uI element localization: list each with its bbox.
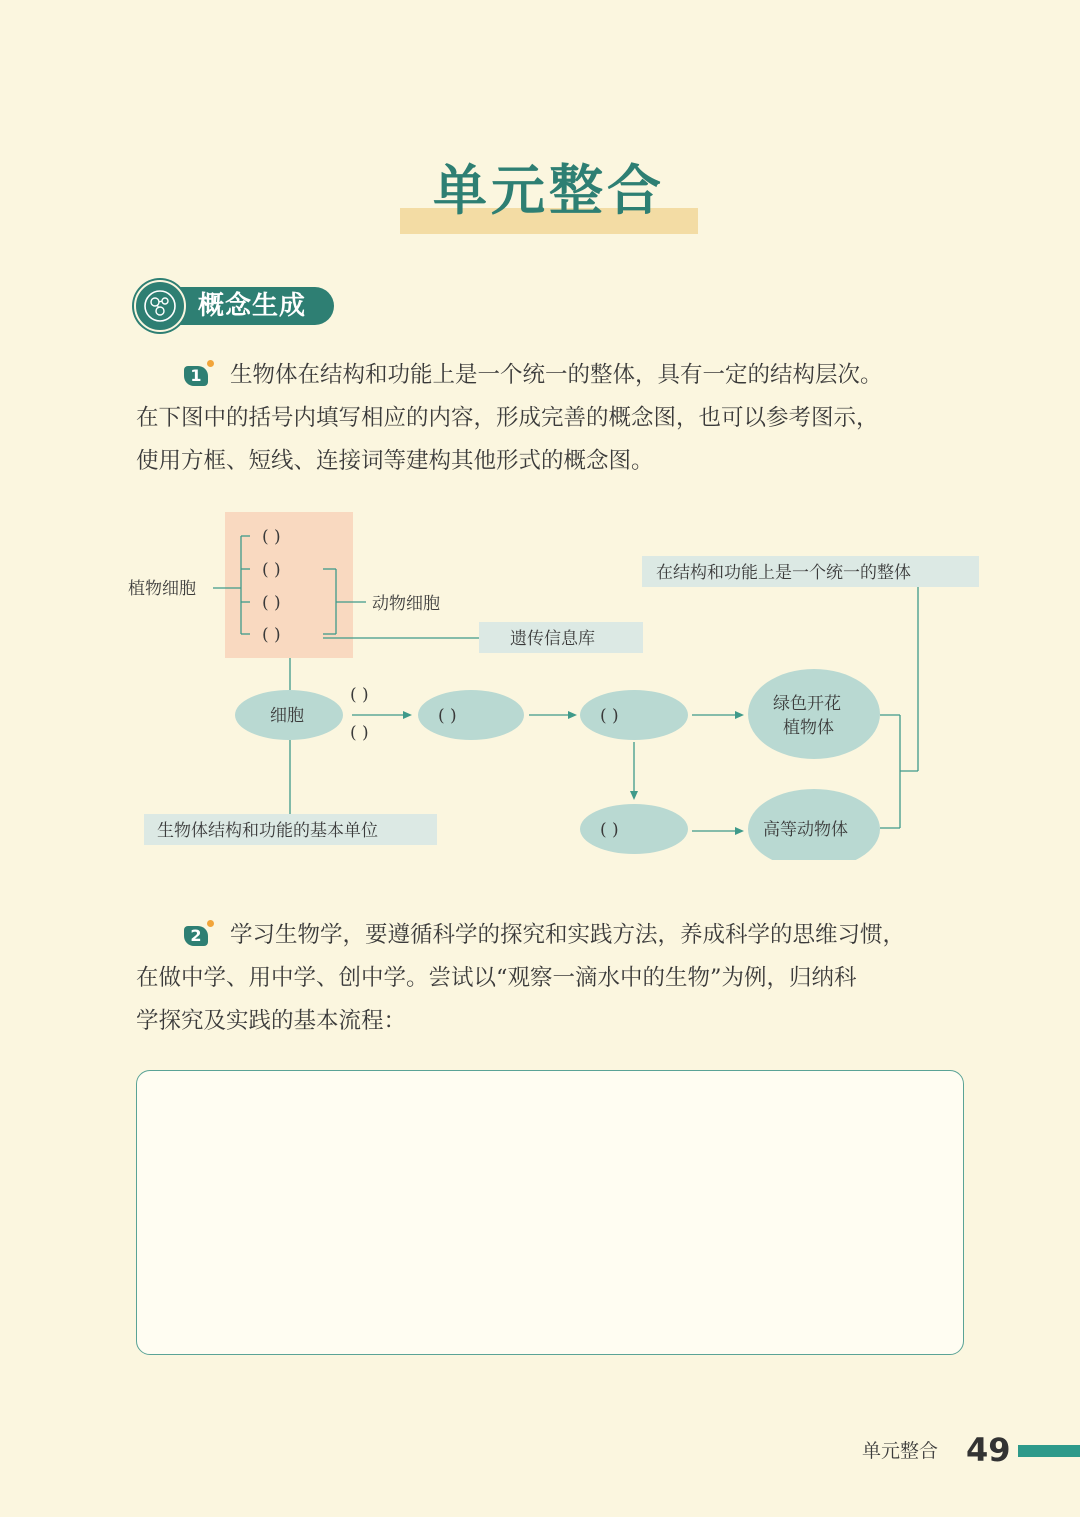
- concept-map: [0, 500, 1080, 860]
- blank[interactable]: ( ): [600, 706, 619, 726]
- page-number: 49: [966, 1431, 1011, 1469]
- blank[interactable]: ( ): [262, 625, 281, 645]
- blank[interactable]: ( ): [438, 706, 457, 726]
- unified-whole-label: 在结构和功能上是一个统一的整体: [656, 563, 911, 583]
- question-number-badge: [184, 926, 208, 946]
- question-line: 使用方框、短线、连接词等建构其他形式的概念图。: [136, 448, 654, 474]
- question-number-badge: [184, 366, 208, 386]
- cell-label: 细胞: [270, 706, 304, 726]
- question-line: 在做中学、用中学、创中学。尝试以“观察一滴水中的生物”为例，归纳科: [136, 965, 857, 991]
- title-block: [400, 150, 698, 236]
- plant-cell-label: 植物细胞: [128, 579, 196, 599]
- blank[interactable]: ( ): [262, 527, 281, 547]
- flowering-plant-node: [748, 669, 880, 759]
- section-label: 概念生成: [198, 291, 307, 321]
- question-line: 学探究及实践的基本流程：: [136, 1008, 407, 1034]
- animal-cell-label: 动物细胞: [372, 594, 440, 614]
- cell-structure-box: [225, 512, 353, 658]
- genetic-library-label: 遗传信息库: [510, 629, 595, 649]
- molecule-icon: [134, 280, 186, 332]
- flowering-plant-label: 植物体: [783, 718, 834, 738]
- blank[interactable]: ( ): [262, 593, 281, 613]
- blank[interactable]: ( ): [600, 820, 619, 840]
- page-title: 单元整合: [433, 158, 665, 222]
- question-2: [136, 914, 966, 1043]
- question-line: 在下图中的括号内填写相应的内容，形成完善的概念图，也可以参考图示，: [136, 405, 879, 431]
- footer-bar: [1018, 1445, 1080, 1457]
- blank[interactable]: ( ): [350, 685, 369, 705]
- question-line: 学习生物学，要遵循科学的探究和实践方法，养成科学的思维习惯，: [230, 922, 906, 948]
- flowering-plant-label: 绿色开花: [773, 694, 841, 714]
- question-1: [136, 354, 966, 483]
- answer-box[interactable]: [136, 1070, 964, 1355]
- blank[interactable]: ( ): [262, 560, 281, 580]
- higher-animal-label: 高等动物体: [763, 820, 848, 840]
- question-number: 2: [190, 926, 202, 945]
- question-line: 生物体在结构和功能上是一个统一的整体，具有一定的结构层次。: [230, 362, 883, 388]
- organ-node: [580, 690, 688, 740]
- basic-unit-label: 生物体结构和功能的基本单位: [157, 821, 378, 841]
- blank[interactable]: ( ): [350, 723, 369, 743]
- question-number: 1: [190, 366, 202, 385]
- system-node: [580, 804, 688, 854]
- section-badge: [134, 280, 336, 332]
- tissue-node: [418, 690, 524, 740]
- footer-label: 单元整合: [862, 1440, 939, 1462]
